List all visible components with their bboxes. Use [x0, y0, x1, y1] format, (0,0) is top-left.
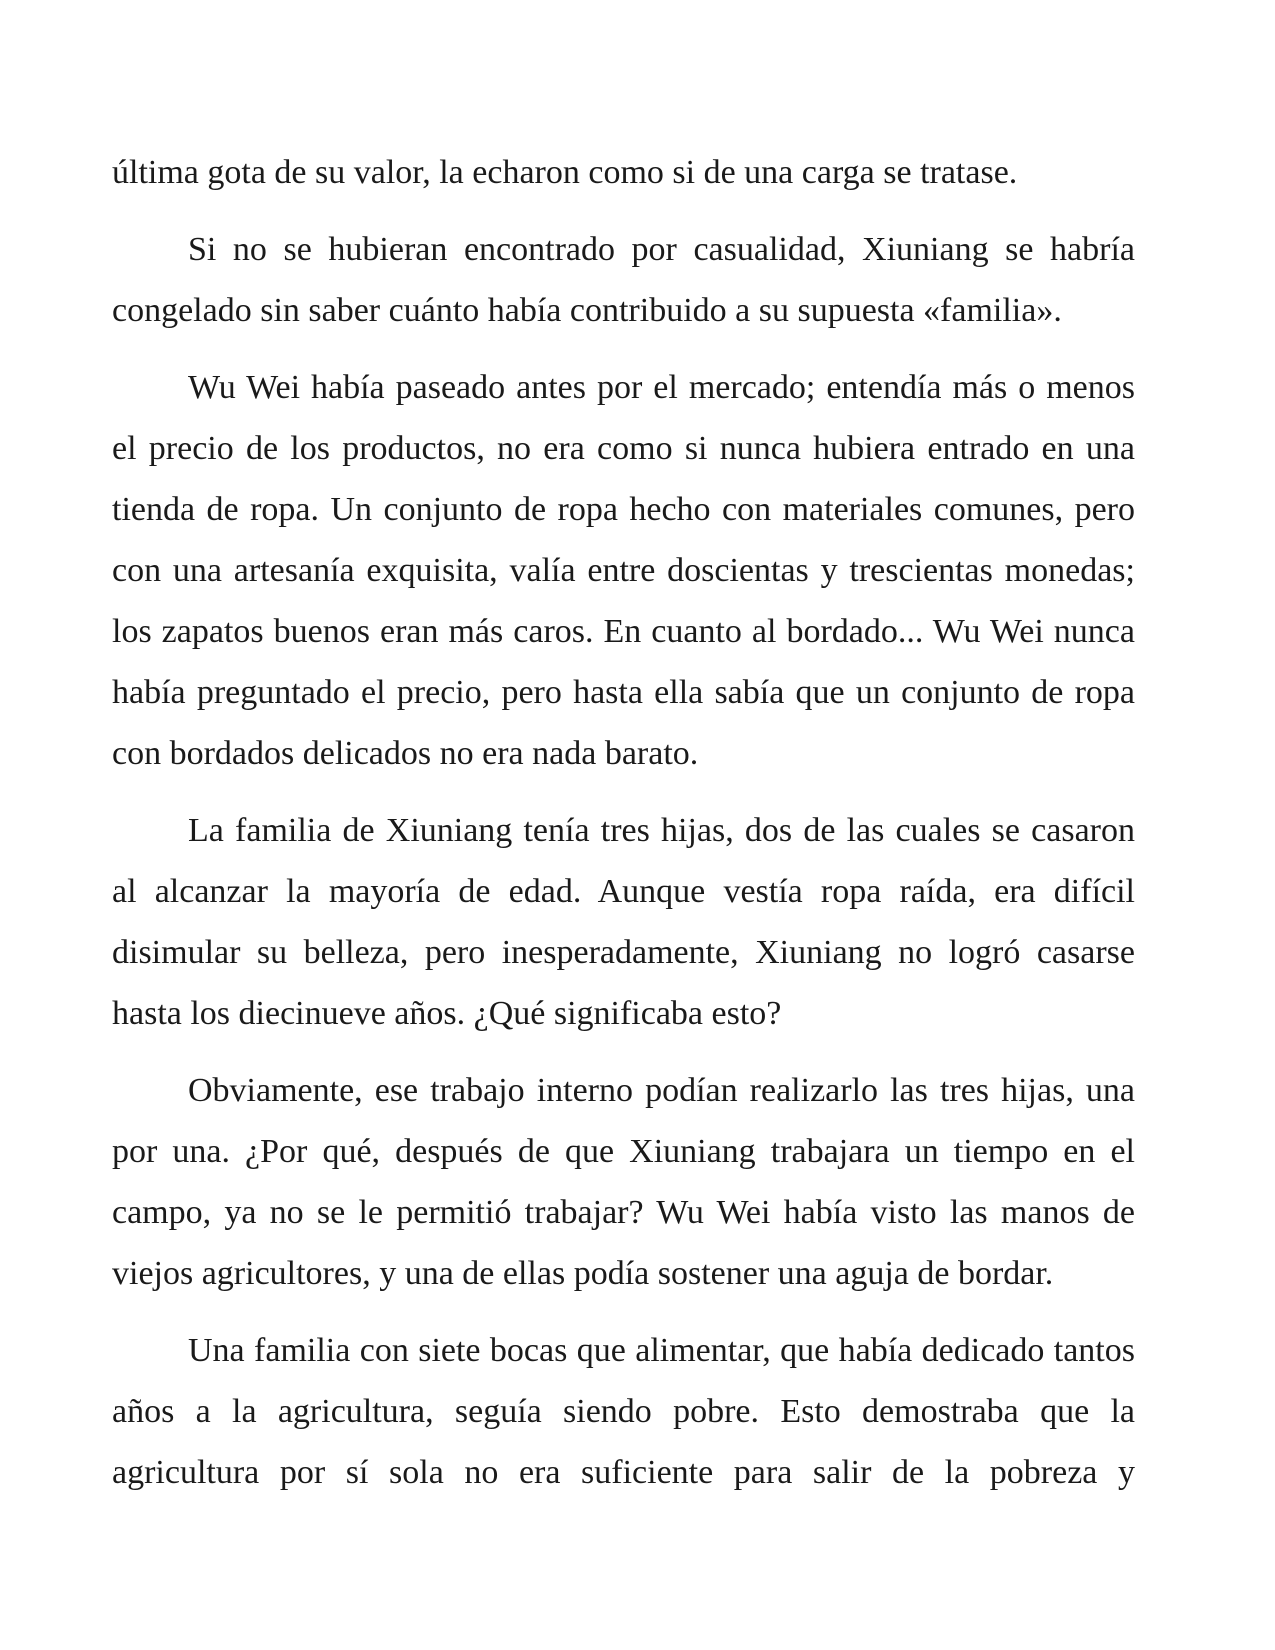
paragraph-6: Una familia con siete bocas que alimentar, que había dedicado tantos años a la agricultura, seguía siendo pobre. Esto demostraba que la agricultura por sí sola no era suficiente para salir de la pobreza y: [112, 1332, 1135, 1491]
body-text: [112, 142, 1135, 1519]
paragraph-1: última gota de su valor, la echaron como si de una carga se tratase.: [112, 154, 1018, 191]
paragraph-5: Obviamente, ese trabajo interno podían realizarlo las tres hijas, una por una. ¿Por qué, después de que Xiuniang trabajara un tiempo en el campo, ya no se le permitió trabajar? Wu Wei había visto las manos de viejos agricultores, y una de ellas podía sostener una aguja de bordar.: [112, 1072, 1135, 1292]
paragraph-3: Wu Wei había paseado antes por el mercado; entendía más o menos el precio de los productos, no era como si nunca hubiera entrado en una tienda de ropa. Un conjunto de ropa hecho con materiales comunes, pero con una artesanía exquisita, valía entre doscientas y trescientas monedas; los zapatos buenos eran más caros. En cuanto al bordado... Wu Wei nunca había preguntado el precio, pero hasta ella sabía que un conjunto de ropa con bordados delicados no era nada barato.: [112, 369, 1135, 772]
paragraph-2: Si no se hubieran encontrado por casualidad, Xiuniang se habría congelado sin saber cuánto había contribuido a su supuesta «familia».: [112, 231, 1135, 329]
paragraph-4: La familia de Xiuniang tenía tres hijas, dos de las cuales se casaron al alcanzar la mayoría de edad. Aunque vestía ropa raída, era difícil disimular su belleza, pero inesperadamente, Xiuniang no logró casarse hasta los diecinueve años. ¿Qué significaba esto?: [112, 812, 1135, 1032]
